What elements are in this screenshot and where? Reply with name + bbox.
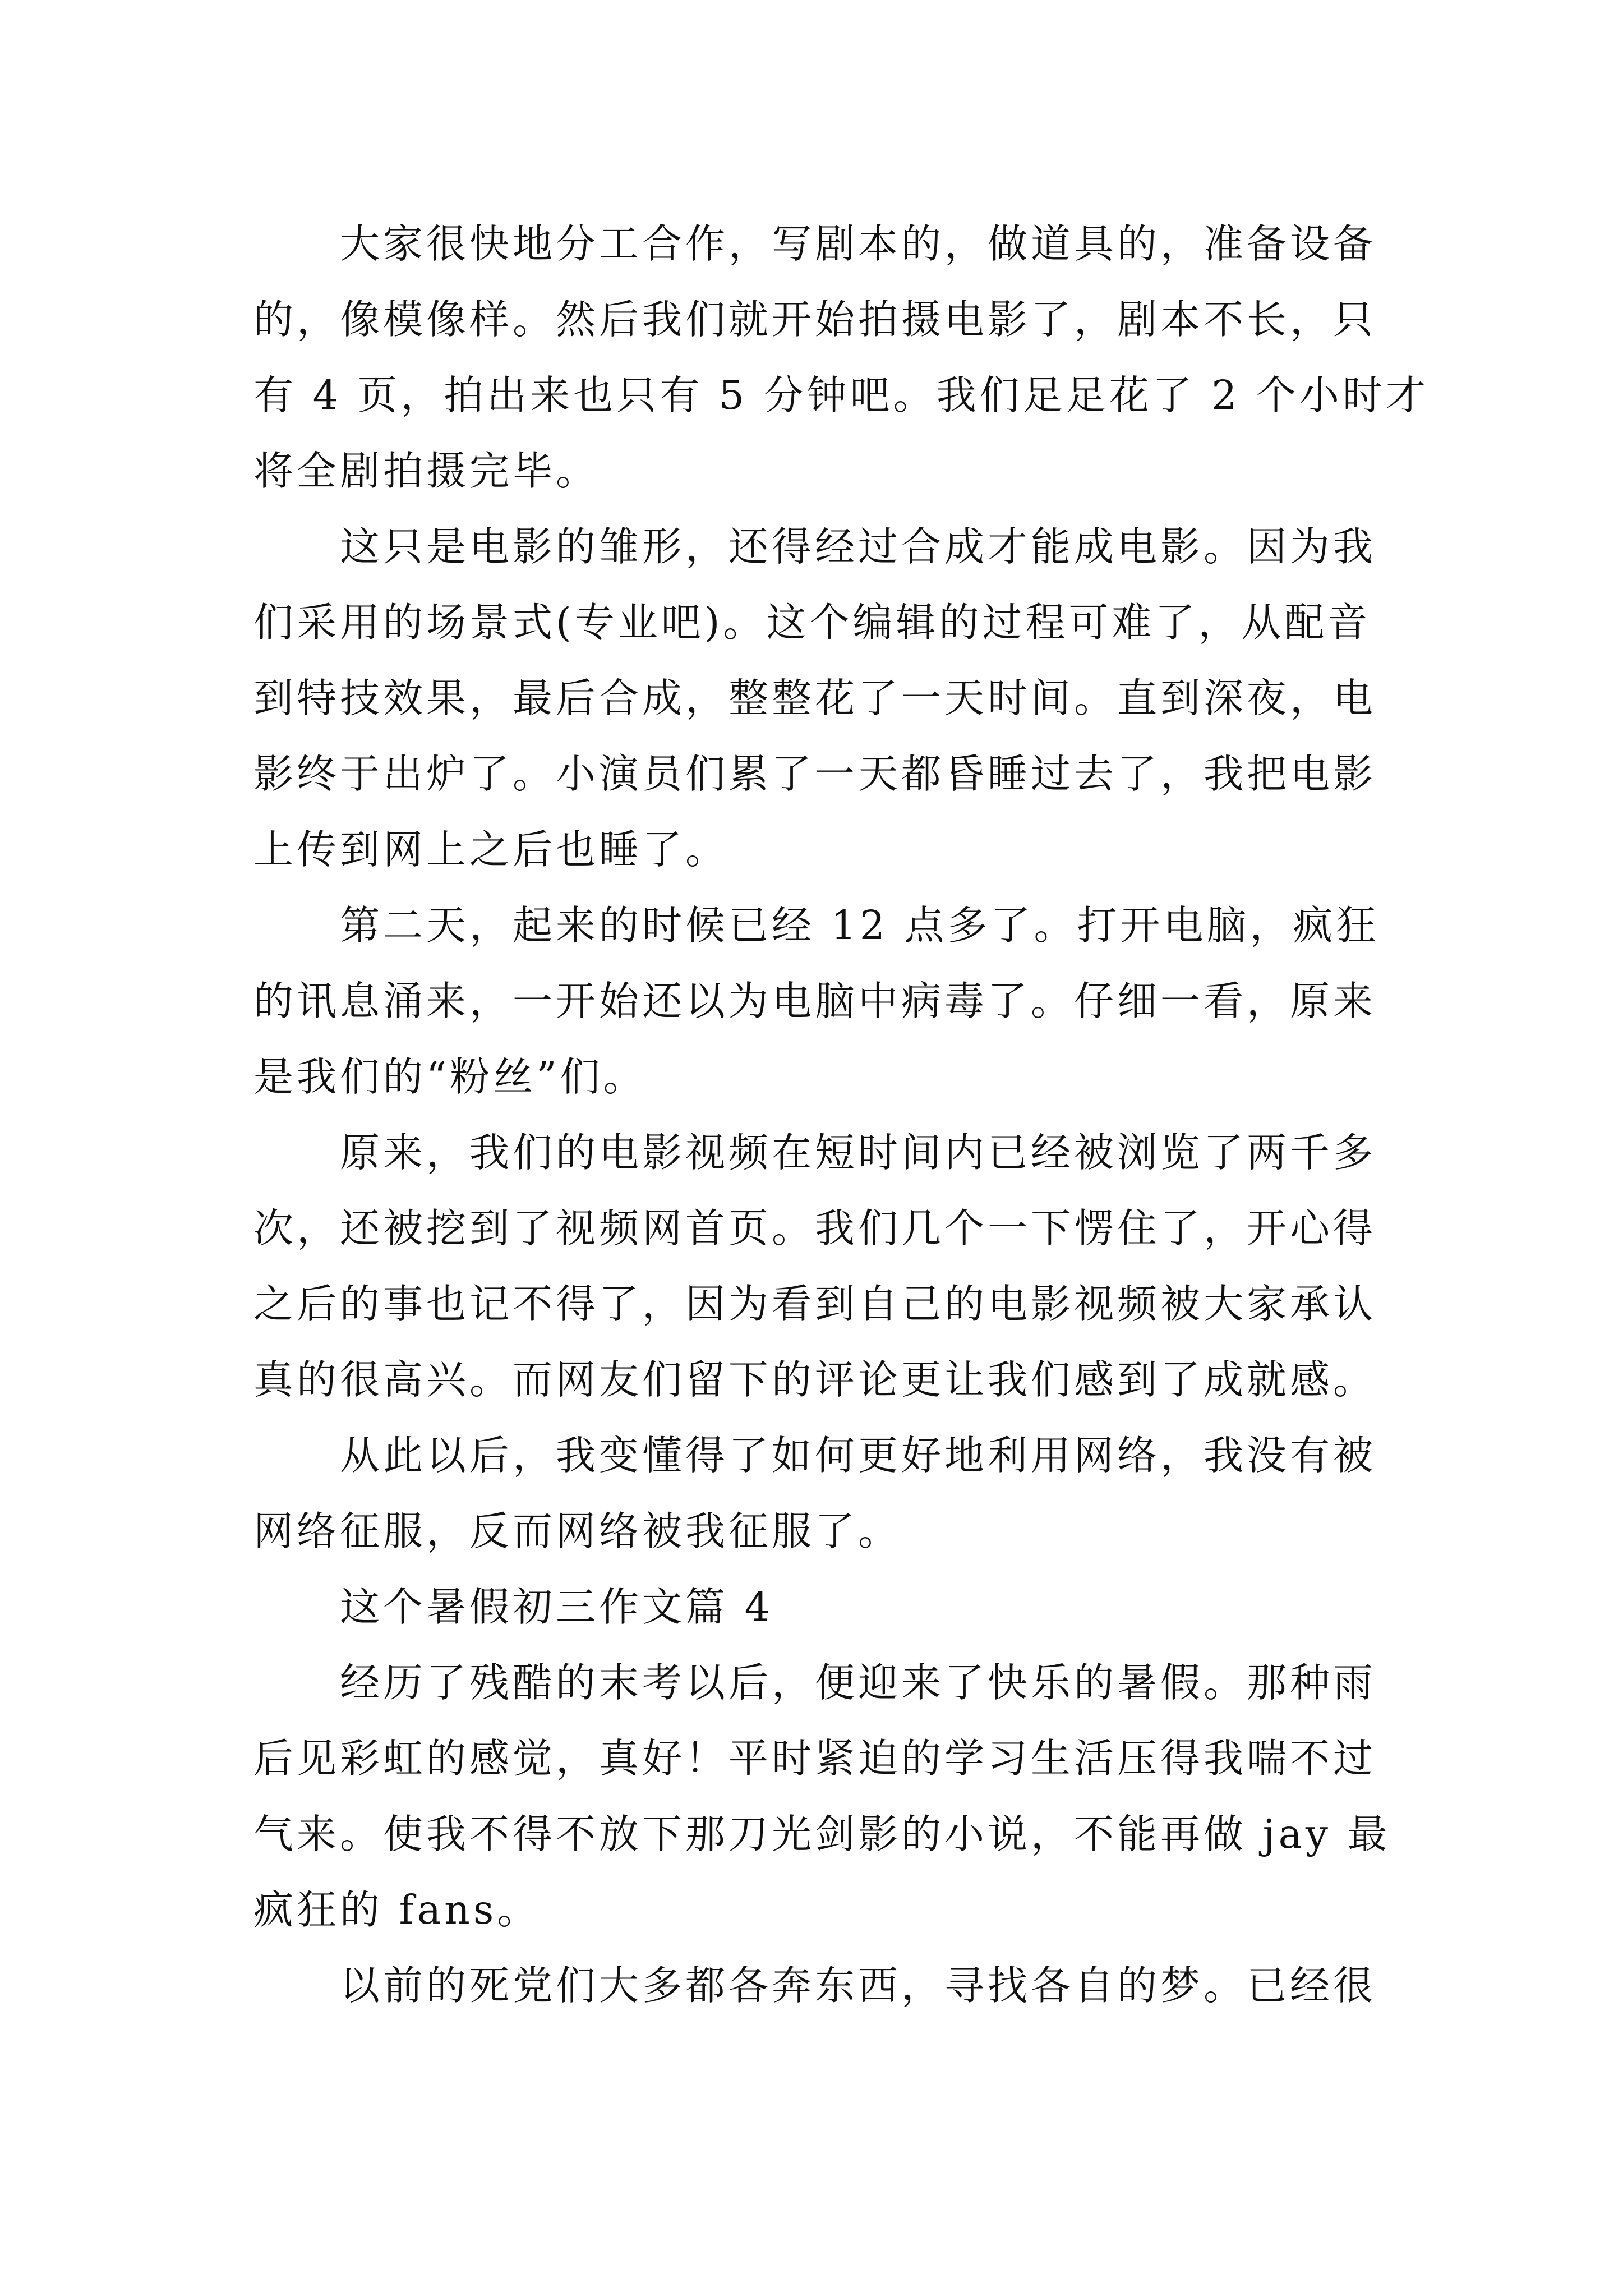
text-line: 网络征服，反而网络被我征服了。 xyxy=(253,1508,902,1554)
section-heading: 这个暑假初三作文篇 4 xyxy=(340,1584,773,1630)
text-line: 后见彩虹的感觉，真好！平时紧迫的学习生活压得我喘不过 xyxy=(253,1735,1377,1782)
text-line: 是我们的“粉丝”们。 xyxy=(253,1053,647,1100)
text-line: 影终于出炉了。小演员们累了一天都昏睡过去了，我把电影 xyxy=(253,751,1377,797)
text-line: 到特技效果，最后合成，整整花了一天时间。直到深夜，电 xyxy=(253,675,1377,721)
text-line: 经历了残酷的末考以后，便迎来了快乐的暑假。那种雨 xyxy=(340,1659,1377,1706)
text-line: 这只是电影的雏形，还得经过合成才能成电影。因为我 xyxy=(340,523,1377,570)
text-line: 气来。使我不得不放下那刀光剑影的小说，不能再做 jay 最 xyxy=(253,1811,1391,1857)
text-line: 以前的死党们大多都各奔东西，寻找各自的梦。已经很 xyxy=(340,1962,1377,2009)
text-line: 的讯息涌来，一开始还以为电脑中病毒了。仔细一看，原来 xyxy=(253,978,1377,1024)
text-line: 的，像模像样。然后我们就开始拍摄电影了，剧本不长，只 xyxy=(253,296,1377,343)
text-line: 原来，我们的电影视频在短时间内已经被浏览了两千多 xyxy=(340,1129,1377,1176)
text-line: 次，还被挖到了视频网首页。我们几个一下愣住了，开心得 xyxy=(253,1205,1377,1251)
text-line: 大家很快地分工合作，写剧本的，做道具的，准备设备 xyxy=(340,220,1377,267)
text-line: 将全剧拍摄完毕。 xyxy=(253,448,600,494)
text-line: 们采用的场景式(专业吧)。这个编辑的过程可难了，从配音 xyxy=(253,599,1371,646)
text-line: 之后的事也记不得了，因为看到自己的电影视频被大家承认 xyxy=(253,1281,1377,1327)
text-line: 真的很高兴。而网友们留下的评论更让我们感到了成就感。 xyxy=(253,1356,1377,1403)
text-line: 第二天，起来的时候已经 12 点多了。打开电脑，疯狂 xyxy=(340,902,1380,949)
text-line: 有 4 页，拍出来也只有 5 分钟吧。我们足足花了 2 个小时才 xyxy=(253,372,1429,418)
text-line: 上传到网上之后也睡了。 xyxy=(253,826,729,873)
text-line: 从此以后，我变懂得了如何更好地利用网络，我没有被 xyxy=(340,1432,1377,1479)
text-line: 疯狂的 fans。 xyxy=(253,1887,541,1933)
